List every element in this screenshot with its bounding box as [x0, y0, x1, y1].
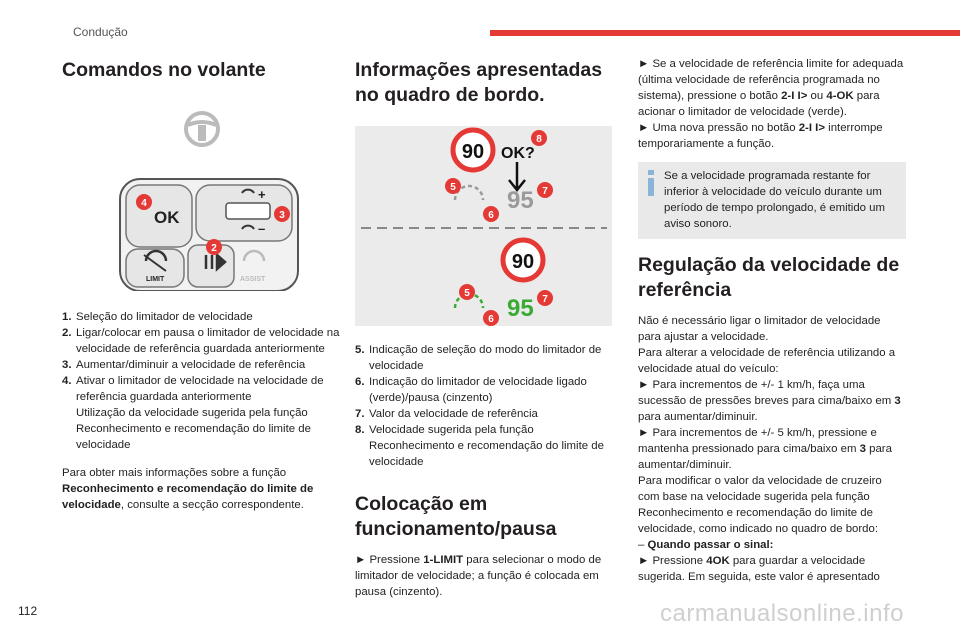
callout-5: [445, 178, 461, 194]
heading-instrument-panel: Informações apresentadas no quadro de bordo.: [355, 59, 603, 106]
ref-speed-paragraph-6: – Quando passar o sinal:: [638, 539, 774, 551]
svg-text:4: 4: [141, 198, 147, 209]
plus-sign: +: [258, 187, 266, 202]
column-reference-speed: [638, 56, 906, 585]
callout-4: [136, 194, 152, 210]
column-instrument-panel: [355, 56, 615, 600]
callout-7: [537, 182, 553, 198]
legend-item: 1. Seleção do limitador de velocidade: [62, 311, 253, 323]
info-icon: [648, 170, 654, 196]
steering-controls-illustration: [62, 95, 332, 291]
limit-button-label: LIMIT: [146, 276, 165, 283]
section-accent-bar: [490, 30, 960, 36]
svg-text:7: 7: [542, 186, 548, 197]
legend-item: 7. Valor da velocidade de referência: [355, 408, 538, 420]
ref-speed-paragraph-7: ► Pressione 4OK para guardar a velocidade sugerida. Em seguida, este valor é apresentado: [638, 555, 880, 583]
steering-wheel-icon: [186, 113, 218, 145]
minus-sign: –: [258, 221, 266, 236]
instrument-panel-illustration: [355, 126, 612, 326]
svg-text:90: 90: [511, 251, 535, 273]
ref-speed-paragraph-4: ► Para incrementos de +/- 5 km/h, pressione e mantenha pressionado para cima/baixo em 3 para aumentar/diminuir.: [638, 427, 892, 471]
svg-text:3: 3: [279, 210, 285, 221]
svg-text:6: 6: [488, 210, 494, 221]
column-steering-controls: [62, 56, 340, 513]
ok-button-label: OK: [154, 208, 180, 227]
svg-text:5: 5: [450, 182, 456, 193]
ref-speed-paragraph-5: Para modificar o valor da velocidade de cruzeiro com base na velocidade sugerida pela função Reconhecimento e recomendação do limite de velocidade, como indicado no quadro de bordo:: [638, 475, 882, 535]
ref-speed-paragraph-1: Não é necessário ligar o limitador de velocidade para ajustar a velocidade.: [638, 315, 881, 343]
callout-8: [531, 130, 547, 146]
legend-item: 5. Indicação de seleção do modo do limitador de velocidade: [355, 344, 602, 372]
svg-text:5: 5: [464, 288, 470, 299]
heading-steering-controls: Comandos no volante: [62, 59, 266, 81]
activate-paragraph: ► Se a velocidade de referência limite for adequada (última velocidade de referência programada no sistema), pressione o botão 2-I I> ou 4-OK para acionar o limitador de velocidade (verde).: [638, 58, 904, 118]
callout-6: [483, 206, 499, 222]
ok-query-text: OK?: [501, 145, 535, 162]
watermark: carmanualsonline.info: [660, 600, 904, 627]
ref-speed-paragraph-2: Para alterar a velocidade de referência utilizando a velocidade atual do veículo:: [638, 347, 896, 375]
down-arrow-icon: [509, 162, 525, 190]
page-number: 112: [18, 604, 38, 618]
section-title: Condução: [73, 25, 128, 39]
heading-reference-speed: Regulação da velocidade de referência: [638, 254, 900, 301]
legend-item: 4. Ativar o limitador de velocidade na velocidade de referência guardada anteriormente: [62, 375, 324, 403]
legend-item: 8. Velocidade sugerida pela função Reconhecimento e recomendação do limite de velocidade: [355, 424, 604, 468]
legend-item: 6. Indicação do limitador de velocidade ligado (verde)/pausa (cinzento): [355, 376, 587, 404]
instrument-panel-legend: [355, 342, 615, 470]
legend-item: Utilização da velocidade sugerida pela função Reconhecimento e recomendação do limite de velocidade: [76, 407, 311, 451]
svg-text:2: 2: [211, 243, 217, 254]
start-pause-paragraph: ► Pressione 1-LIMIT para selecionar o modo de limitador de velocidade; a função é colocada em pausa (cinzento).: [355, 554, 602, 598]
info-note-text: Se a velocidade programada restante for inferior à velocidade do veículo durante um período de tempo prolongado, é emitido um aviso sonoro.: [664, 170, 885, 230]
svg-text:6: 6: [488, 314, 494, 325]
speed-active-value: 95: [507, 295, 534, 322]
speed-paused-value: 95: [507, 187, 534, 214]
callout-5: [459, 284, 475, 300]
svg-text:7: 7: [542, 294, 548, 305]
interrupt-paragraph: ► Uma nova pressão no botão 2-I I> interrompe temporariamente a função.: [638, 122, 883, 150]
assist-button-label: ASSIST: [240, 276, 266, 283]
callout-6: [483, 310, 499, 326]
svg-text:90: 90: [461, 141, 485, 163]
see-also-paragraph: Para obter mais informações sobre a função Reconhecimento e recomendação do limite de velocidade, consulte a secção correspondente.: [62, 467, 314, 511]
legend-item: 2. Ligar/colocar em pausa o limitador de velocidade na velocidade de referência guardada anteriormente: [62, 327, 340, 355]
legend-item: 3. Aumentar/diminuir a velocidade de referência: [62, 359, 306, 371]
callout-2: [206, 239, 222, 255]
info-note: [638, 162, 906, 239]
steering-controls-figure: [62, 95, 332, 291]
callout-3: [274, 206, 290, 222]
heading-start-pause: Colocação em funcionamento/pausa: [355, 493, 557, 540]
steering-controls-legend: [62, 309, 340, 453]
instrument-panel-figure: [355, 126, 612, 326]
ref-speed-paragraph-3: ► Para incrementos de +/- 1 km/h, faça uma sucessão de pressões breves para cima/baixo em 3 para aumentar/diminuir.: [638, 379, 901, 423]
svg-text:8: 8: [536, 134, 542, 145]
callout-7: [537, 290, 553, 306]
